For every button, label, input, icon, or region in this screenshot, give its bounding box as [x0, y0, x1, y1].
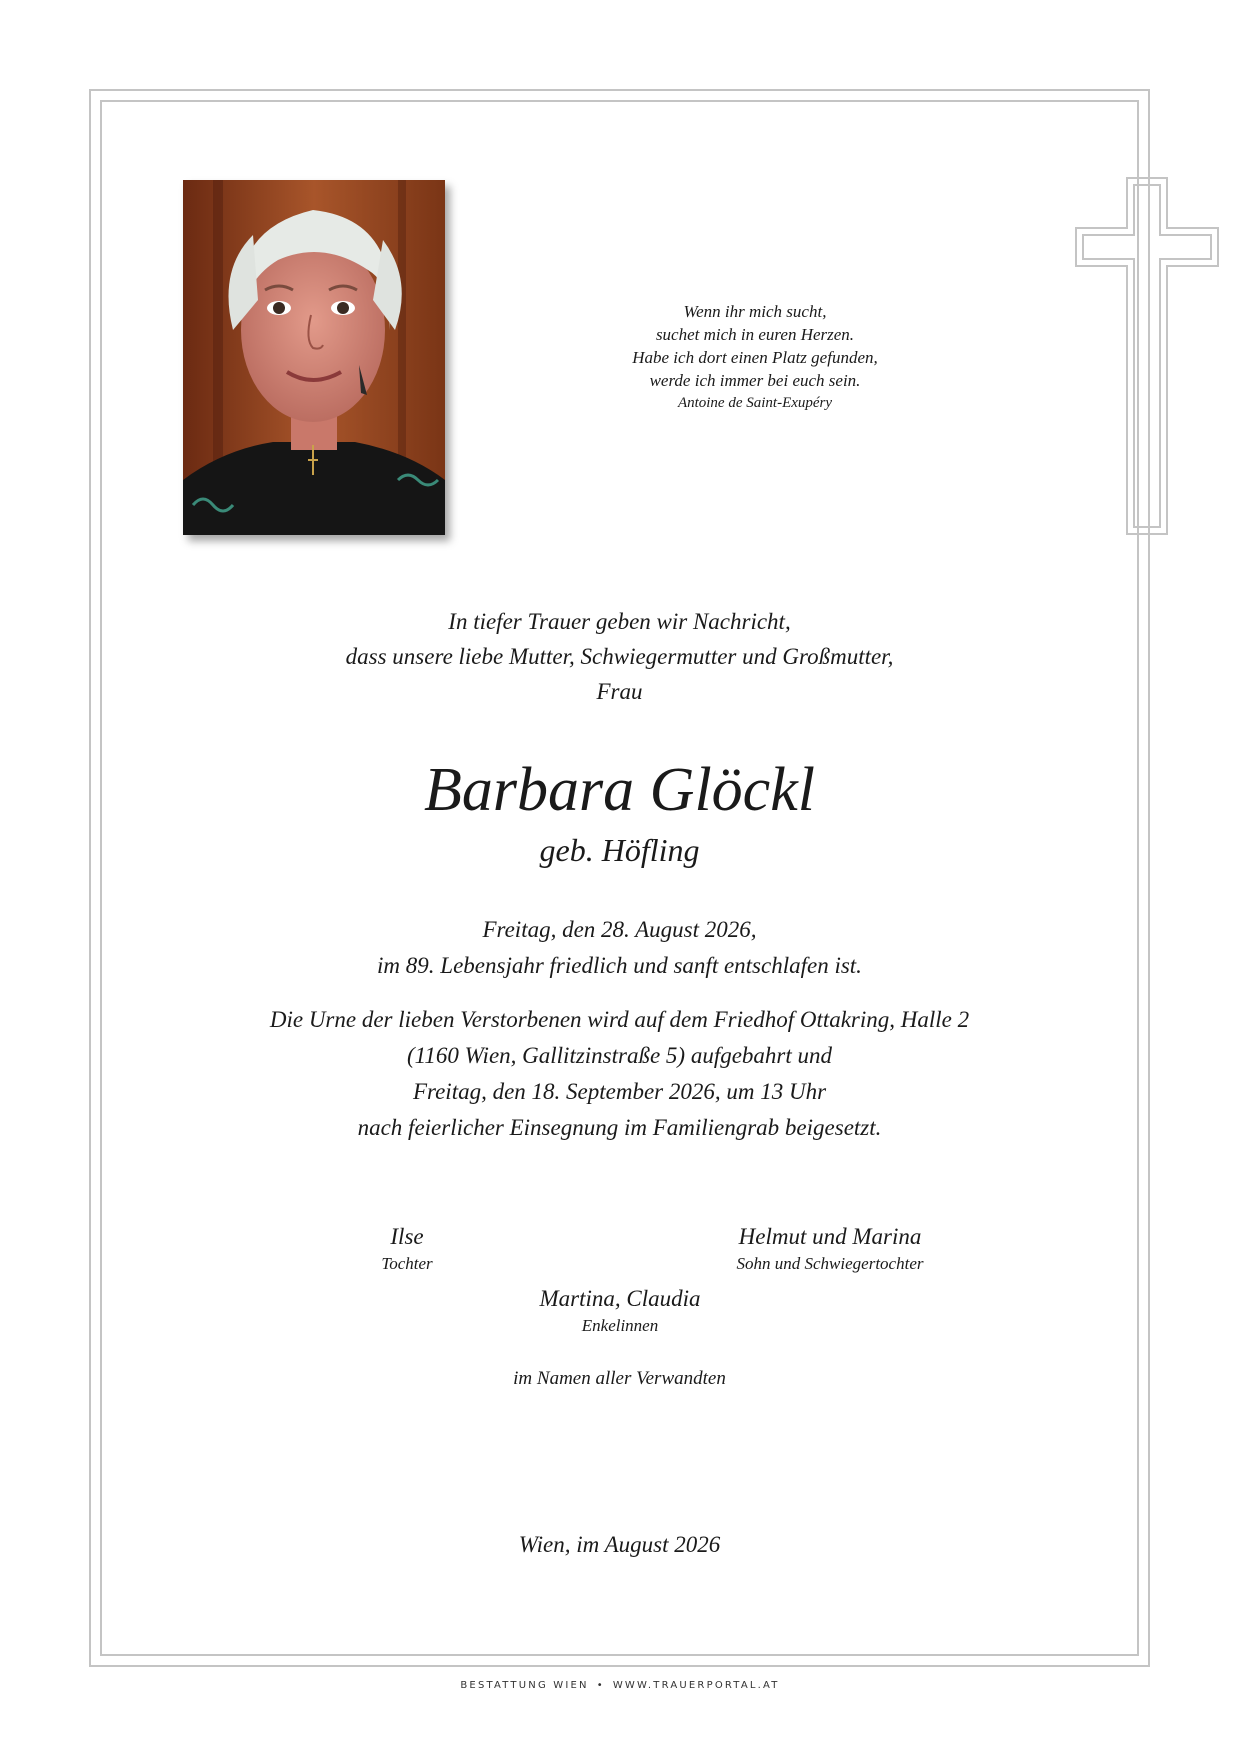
- footer-website-link[interactable]: WWW.TRAUERPORTAL.AT: [612, 1680, 780, 1691]
- mourner-relation: Sohn und Schwiegertochter: [736, 1254, 924, 1273]
- death-line: im 89. Lebensjahr friedlich und sanft entschlafen ist.: [377, 953, 862, 978]
- quote-line: Habe ich dort einen Platz gefunden,: [632, 348, 878, 367]
- footer-separator: •: [596, 1680, 605, 1691]
- deceased-name: Barbara Glöckl: [424, 756, 815, 824]
- mourner-name: Helmut und Marina: [738, 1224, 922, 1249]
- portrait-photo: [183, 180, 445, 535]
- birth-name: geb. Höfling: [539, 832, 700, 868]
- deceased-name-block: [100, 750, 1139, 870]
- intro-text: [100, 604, 1139, 709]
- intro-line: Frau: [596, 679, 643, 704]
- quote-line: werde ich immer bei euch sein.: [649, 371, 861, 390]
- burial-line: Freitag, den 18. September 2026, um 13 Uhr: [412, 1079, 827, 1104]
- burial-line: (1160 Wien, Gallitzinstraße 5) aufgebahrt und: [406, 1043, 833, 1068]
- footer-company: BESTATTUNG WIEN: [460, 1680, 589, 1691]
- mourner-relation: Tochter: [381, 1254, 433, 1273]
- quote-author: Antoine de Saint-Exupéry: [677, 395, 833, 411]
- mourner: [470, 1284, 770, 1338]
- burial-line: nach feierlicher Einsegnung im Familiengrab beigesetzt.: [357, 1115, 882, 1140]
- family-note: im Namen aller Verwandten: [513, 1368, 726, 1389]
- mourner-relation: Enkelinnen: [581, 1316, 659, 1335]
- footer: [0, 1680, 1240, 1691]
- death-line: Freitag, den 28. August 2026,: [482, 917, 757, 942]
- burial-details: [100, 1002, 1139, 1146]
- mourner-name: Martina, Claudia: [539, 1286, 701, 1311]
- quote-line: suchet mich in euren Herzen.: [655, 325, 855, 344]
- burial-line: Die Urne der lieben Verstorbenen wird auf dem Friedhof Ottakring, Halle 2: [269, 1007, 970, 1032]
- mourner-name: Ilse: [390, 1224, 424, 1249]
- death-notice: [100, 912, 1139, 984]
- mourner: [307, 1222, 507, 1276]
- mourner: [680, 1222, 980, 1276]
- memorial-quote: [560, 300, 950, 414]
- intro-line: In tiefer Trauer geben wir Nachricht,: [448, 609, 791, 634]
- place-date: Wien, im August 2026: [518, 1532, 721, 1557]
- intro-line: dass unsere liebe Mutter, Schwiegermutter und Großmutter,: [345, 644, 894, 669]
- quote-line: Wenn ihr mich sucht,: [683, 302, 827, 321]
- cross-icon: [1074, 176, 1220, 536]
